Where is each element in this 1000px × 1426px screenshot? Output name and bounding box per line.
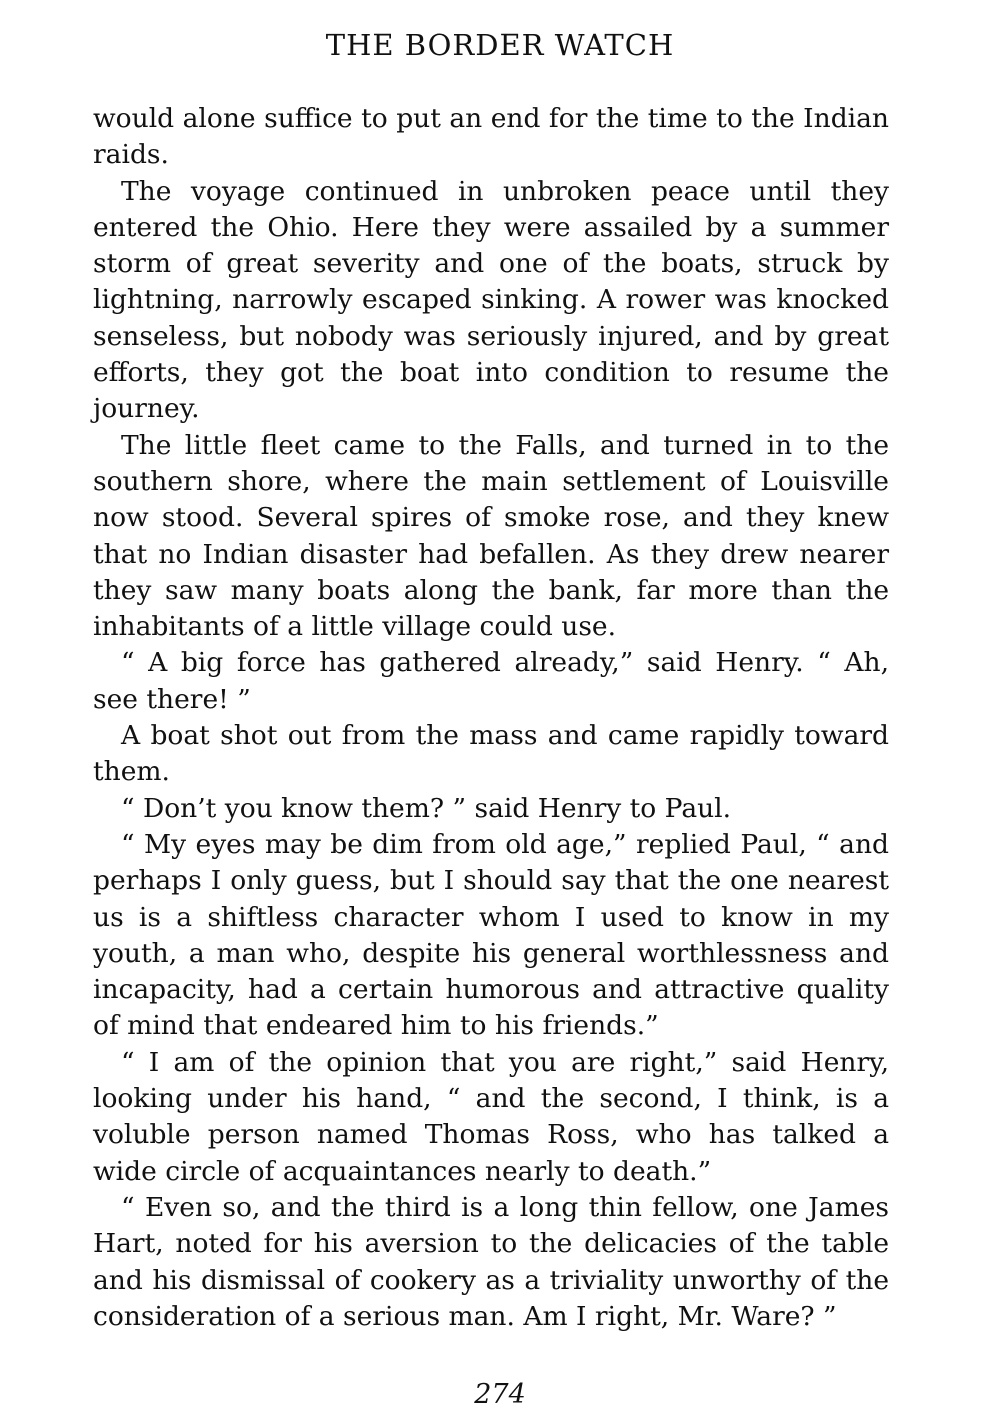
paragraph-3: The little fleet came to the Falls, and turned in to the southern shore, where the main settlement of Louisville now stood. Several spires of smoke rose, and they knew that no Indian disaster had befallen. As they drew nearer they saw many boats along the bank, far more than the inhabitants of a little village could use. bbox=[93, 429, 889, 643]
paragraph-9: “ Even so, and the third is a long thin fellow, one James Hart, noted for his aversion to the delicacies of the table and his dismissal of cookery as a triviality unworthy of the consideration of a serious man. Am I right, Mr. Ware? ” bbox=[93, 1191, 889, 1332]
paragraph-8: “ I am of the opinion that you are right,” said Henry, looking under his hand, “ and the second, I think, is a voluble person named Thomas Ross, who has talked a wide circle of acquaintances nearly to death.” bbox=[93, 1046, 889, 1187]
running-head-title: THE BORDER WATCH bbox=[325, 28, 675, 62]
paragraph-1: would alone suffice to put an end for the time to the Indian raids. bbox=[93, 103, 889, 171]
paragraph-5: A boat shot out from the mass and came rapidly toward them. bbox=[93, 720, 889, 788]
paragraph-6: “ Don’t you know them? ” said Henry to Paul. bbox=[121, 792, 732, 824]
paragraph-4: “ A big force has gathered already,” said Henry. “ Ah, see there! ” bbox=[93, 647, 889, 715]
page-number: 274 bbox=[474, 1379, 526, 1410]
paragraph-2: The voyage continued in unbroken peace until they entered the Ohio. Here they were assailed by a summer storm of great severity and one of the boats, struck by lightning, narrowly escaped sinking. A rower was knocked senseless, but nobody was seriously injured, and by great efforts, they got the boat into condition to resume the journey. bbox=[93, 175, 889, 425]
body-text bbox=[93, 101, 889, 1335]
paragraph-7: “ My eyes may be dim from old age,” replied Paul, “ and perhaps I only guess, but I should say that the one nearest us is a shiftless character whom I used to know in my youth, a man who, despite his general worthlessness and incapacity, had a certain humorous and attractive quality of mind that endeared him to his friends.” bbox=[93, 828, 889, 1042]
